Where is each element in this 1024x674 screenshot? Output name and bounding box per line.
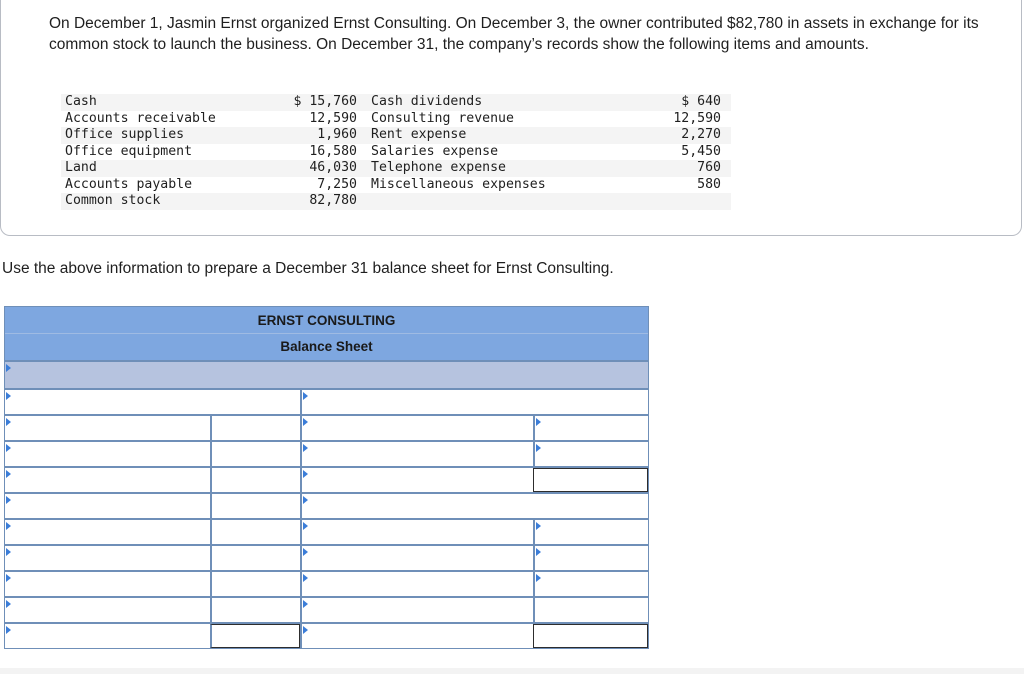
dropdown-arrow-icon[interactable]	[303, 548, 308, 556]
section-heading-input[interactable]	[300, 390, 648, 414]
account-name-input[interactable]	[5, 416, 210, 440]
account-items-table	[61, 94, 731, 210]
account-row	[61, 127, 731, 144]
account-name-input[interactable]	[300, 416, 533, 440]
dropdown-arrow-icon[interactable]	[303, 470, 308, 478]
account-amount: $ 15,760	[287, 94, 371, 111]
account-name-input[interactable]	[300, 598, 533, 622]
dropdown-arrow-icon[interactable]	[6, 444, 11, 452]
dropdown-arrow-icon[interactable]	[6, 574, 11, 582]
account-name-input[interactable]	[5, 624, 210, 648]
amount-input[interactable]	[210, 520, 300, 544]
amount-input[interactable]	[210, 572, 300, 596]
account-label: Consulting revenue	[371, 110, 514, 126]
amount-input[interactable]	[533, 416, 648, 440]
problem-statement: On December 1, Jasmin Ernst organized Ernst Consulting. On December 3, the owner contributed $82,780 in assets in exchange for its common stock to launch the business. On December 31, the company’s records show the following items and amounts.	[49, 15, 979, 53]
account-name-input[interactable]	[300, 546, 533, 570]
account-name-input[interactable]	[5, 494, 210, 518]
dropdown-arrow-icon[interactable]	[536, 548, 541, 556]
account-label: Accounts payable	[65, 176, 193, 192]
dropdown-arrow-icon[interactable]	[6, 470, 11, 478]
dropdown-arrow-icon[interactable]	[6, 626, 11, 634]
dropdown-arrow-icon[interactable]	[6, 548, 11, 556]
instruction-text: Use the above information to prepare a December 31 balance sheet for Ernst Consulting.	[2, 260, 614, 277]
dropdown-arrow-icon[interactable]	[303, 496, 308, 504]
account-amount: 7,250	[317, 176, 357, 192]
dropdown-arrow-icon[interactable]	[303, 444, 308, 452]
account-row	[61, 94, 731, 111]
account-row	[61, 193, 731, 210]
sheet-title: Balance Sheet	[5, 334, 648, 360]
problem-box	[0, 0, 1022, 236]
account-label: Rent expense	[371, 127, 621, 144]
dropdown-arrow-icon[interactable]	[6, 600, 11, 608]
amount-input[interactable]	[210, 494, 300, 518]
dropdown-arrow-icon[interactable]	[6, 418, 11, 426]
account-row	[61, 144, 731, 161]
sheet-date-row[interactable]	[5, 360, 648, 390]
account-amount	[621, 193, 731, 210]
total-input[interactable]	[533, 468, 648, 492]
account-row	[61, 177, 731, 194]
account-amount: 580	[697, 176, 721, 192]
dropdown-arrow-icon[interactable]	[303, 392, 308, 400]
dropdown-arrow-icon[interactable]	[6, 522, 11, 530]
account-label: Land	[61, 160, 287, 177]
balance-sheet-worksheet	[4, 306, 649, 649]
account-amount: 82,780	[287, 193, 371, 210]
account-name-input[interactable]	[5, 468, 210, 492]
account-amount: 12,590	[673, 110, 721, 126]
amount-input[interactable]	[210, 442, 300, 466]
account-name-input[interactable]	[5, 598, 210, 622]
account-amount: 46,030	[287, 160, 371, 177]
account-amount: $ 640	[621, 94, 731, 111]
total-input[interactable]	[210, 624, 300, 648]
account-label: Office equipment	[65, 143, 193, 159]
account-label: Cash	[61, 94, 287, 111]
dropdown-arrow-icon[interactable]	[6, 392, 11, 400]
account-name-input[interactable]	[300, 442, 533, 466]
account-name-input[interactable]	[5, 546, 210, 570]
account-label: Cash dividends	[371, 94, 621, 111]
amount-input[interactable]	[210, 598, 300, 622]
account-label	[371, 193, 621, 210]
account-label: Office supplies	[61, 127, 287, 144]
account-name-input[interactable]	[5, 520, 210, 544]
sheet-company-name: ERNST CONSULTING	[5, 307, 648, 334]
dropdown-arrow-icon[interactable]	[536, 418, 541, 426]
sheet-row	[5, 494, 648, 520]
account-row	[61, 160, 731, 177]
account-amount: 760	[621, 160, 731, 177]
dropdown-arrow-icon[interactable]	[303, 522, 308, 530]
dropdown-arrow-icon[interactable]	[303, 574, 308, 582]
account-name-input[interactable]	[300, 520, 533, 544]
sheet-row	[5, 598, 648, 624]
dropdown-arrow-icon[interactable]	[303, 600, 308, 608]
dropdown-arrow-icon[interactable]	[6, 364, 11, 372]
dropdown-arrow-icon[interactable]	[303, 418, 308, 426]
amount-input[interactable]	[533, 546, 648, 570]
sheet-row	[5, 520, 648, 546]
account-amount: 1,960	[287, 127, 371, 144]
dropdown-arrow-icon[interactable]	[536, 574, 541, 582]
sheet-row	[5, 442, 648, 468]
dropdown-arrow-icon[interactable]	[536, 522, 541, 530]
sheet-row	[5, 416, 648, 442]
section-heading-input[interactable]	[5, 390, 300, 414]
account-label: Accounts receivable	[65, 110, 216, 126]
account-amount: 16,580	[309, 143, 357, 159]
amount-input[interactable]	[210, 468, 300, 492]
amount-input[interactable]	[210, 416, 300, 440]
sheet-row	[5, 390, 648, 416]
account-label: Miscellaneous expenses	[371, 176, 546, 192]
total-input[interactable]	[533, 624, 648, 648]
account-label: Salaries expense	[371, 143, 499, 159]
section-heading-input[interactable]	[300, 494, 648, 518]
dropdown-arrow-icon[interactable]	[536, 444, 541, 452]
account-name-input[interactable]	[300, 468, 533, 492]
amount-input[interactable]	[210, 546, 300, 570]
sheet-row	[5, 546, 648, 572]
page-footer-strip	[0, 668, 1024, 674]
account-label: Telephone expense	[371, 160, 621, 177]
amount-input[interactable]	[533, 572, 648, 596]
sheet-row	[5, 468, 648, 494]
account-label: Common stock	[61, 193, 287, 210]
account-amount: 12,590	[309, 110, 357, 126]
account-row	[61, 111, 731, 128]
dropdown-arrow-icon[interactable]	[303, 626, 308, 634]
account-name-input[interactable]	[300, 572, 533, 596]
account-name-input[interactable]	[5, 572, 210, 596]
sheet-row	[5, 624, 648, 648]
amount-input[interactable]	[533, 520, 648, 544]
account-name-input[interactable]	[5, 442, 210, 466]
dropdown-arrow-icon[interactable]	[6, 496, 11, 504]
account-amount: 5,450	[681, 143, 721, 159]
amount-input[interactable]	[533, 598, 648, 622]
account-amount: 2,270	[621, 127, 731, 144]
amount-input[interactable]	[533, 442, 648, 466]
sheet-row	[5, 572, 648, 598]
account-name-input[interactable]	[300, 624, 533, 648]
